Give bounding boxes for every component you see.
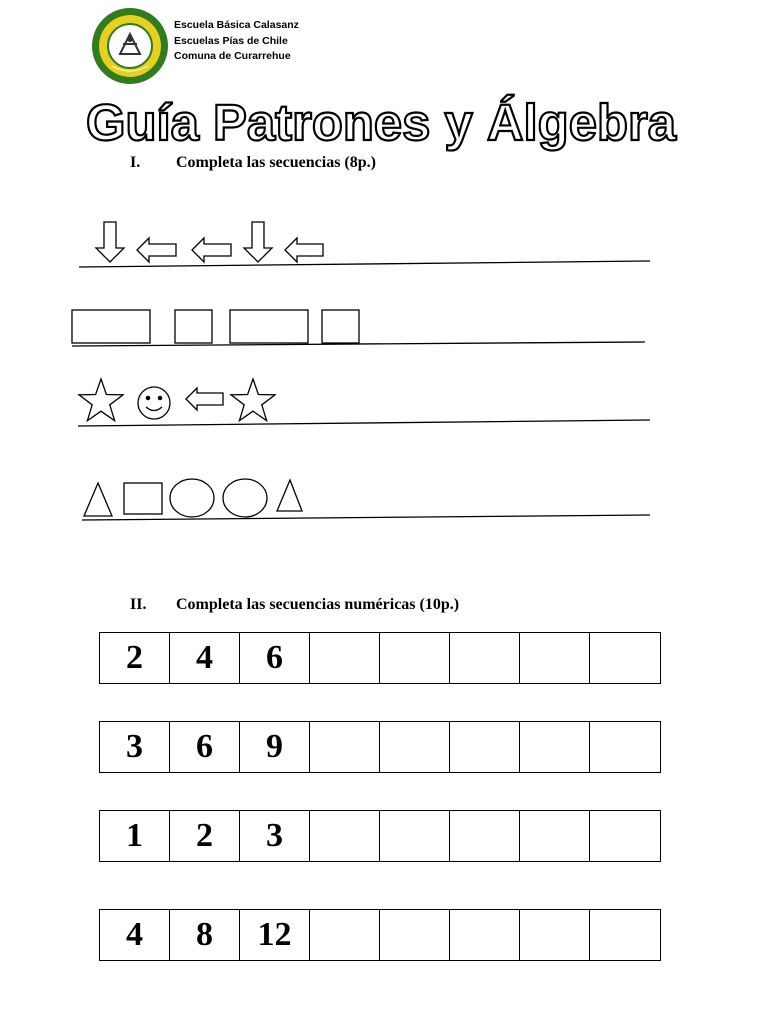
answer-cell[interactable] [520, 910, 590, 961]
answer-cell[interactable] [450, 910, 520, 961]
answer-cell[interactable] [380, 722, 450, 773]
answer-cell[interactable] [450, 722, 520, 773]
number-cell: 1 [100, 811, 170, 862]
answer-cell[interactable] [380, 811, 450, 862]
number-cell: 6 [170, 722, 240, 773]
answer-cell[interactable] [450, 633, 520, 684]
answer-line [78, 420, 650, 426]
number-cell: 6 [240, 633, 310, 684]
section-2-numeral: II. [130, 596, 147, 613]
answer-cell[interactable] [590, 633, 661, 684]
arrow-left-icon [192, 238, 231, 262]
number-cell: 2 [100, 633, 170, 684]
square-shape [175, 310, 212, 343]
answer-cell[interactable] [590, 722, 661, 773]
star-icon [231, 379, 275, 421]
number-cell: 9 [240, 722, 310, 773]
section-1-numeral: I. [130, 154, 141, 171]
arrow-left-icon [186, 388, 223, 410]
sequence-row-1 [79, 222, 650, 267]
number-cell: 12 [240, 910, 310, 961]
number-cell: 3 [100, 722, 170, 773]
arrow-down-icon [96, 222, 124, 262]
circle-shape [223, 479, 267, 517]
wide-rectangle-shape [230, 310, 308, 343]
table-row [100, 811, 661, 862]
answer-cell[interactable] [380, 910, 450, 961]
number-cell: 4 [170, 633, 240, 684]
answer-cell[interactable] [310, 811, 380, 862]
answer-cell[interactable] [380, 633, 450, 684]
triangle-shape [84, 483, 112, 516]
table-row [100, 633, 661, 684]
smiley-icon [138, 387, 170, 419]
number-cell: 4 [100, 910, 170, 961]
number-sequence-table-4 [99, 909, 661, 961]
number-cell: 2 [170, 811, 240, 862]
number-cell: 3 [240, 811, 310, 862]
section-2-heading [130, 596, 459, 614]
answer-line [79, 261, 650, 267]
school-network: Escuelas Pías de Chile [174, 34, 288, 47]
answer-cell[interactable] [450, 811, 520, 862]
table-row [100, 910, 661, 961]
answer-cell[interactable] [590, 910, 661, 961]
number-cell: 8 [170, 910, 240, 961]
number-sequence-table-1 [99, 632, 661, 684]
answer-cell[interactable] [520, 722, 590, 773]
answer-line [82, 515, 650, 520]
number-sequence-table-2 [99, 721, 661, 773]
sequence-row-4 [82, 479, 650, 520]
sequence-row-3 [78, 379, 650, 426]
circle-shape [170, 479, 214, 517]
worksheet-title-text: Guía Patrones y Álgebra [86, 94, 677, 151]
answer-cell[interactable] [310, 910, 380, 961]
section-1-title: Completa las secuencias (8p.) [176, 154, 376, 171]
school-commune: Comuna de Curarrehue [174, 50, 291, 62]
table-row [100, 722, 661, 773]
answer-cell[interactable] [520, 633, 590, 684]
square-shape [322, 310, 359, 343]
sequence-row-2 [72, 310, 645, 346]
answer-cell[interactable] [590, 811, 661, 862]
square-shape [124, 483, 162, 514]
answer-cell[interactable] [310, 633, 380, 684]
answer-cell[interactable] [520, 811, 590, 862]
section-2-title: Completa las secuencias numéricas (10p.) [176, 596, 460, 613]
arrow-left-icon [285, 238, 323, 262]
star-icon [79, 379, 123, 421]
number-sequence-table-3 [99, 810, 661, 862]
arrow-down-icon [244, 222, 272, 262]
triangle-shape [277, 480, 302, 511]
wide-rectangle-shape [72, 310, 150, 343]
arrow-left-icon [137, 238, 176, 262]
answer-cell[interactable] [310, 722, 380, 773]
school-name: Escuela Básica Calasanz [174, 19, 299, 31]
